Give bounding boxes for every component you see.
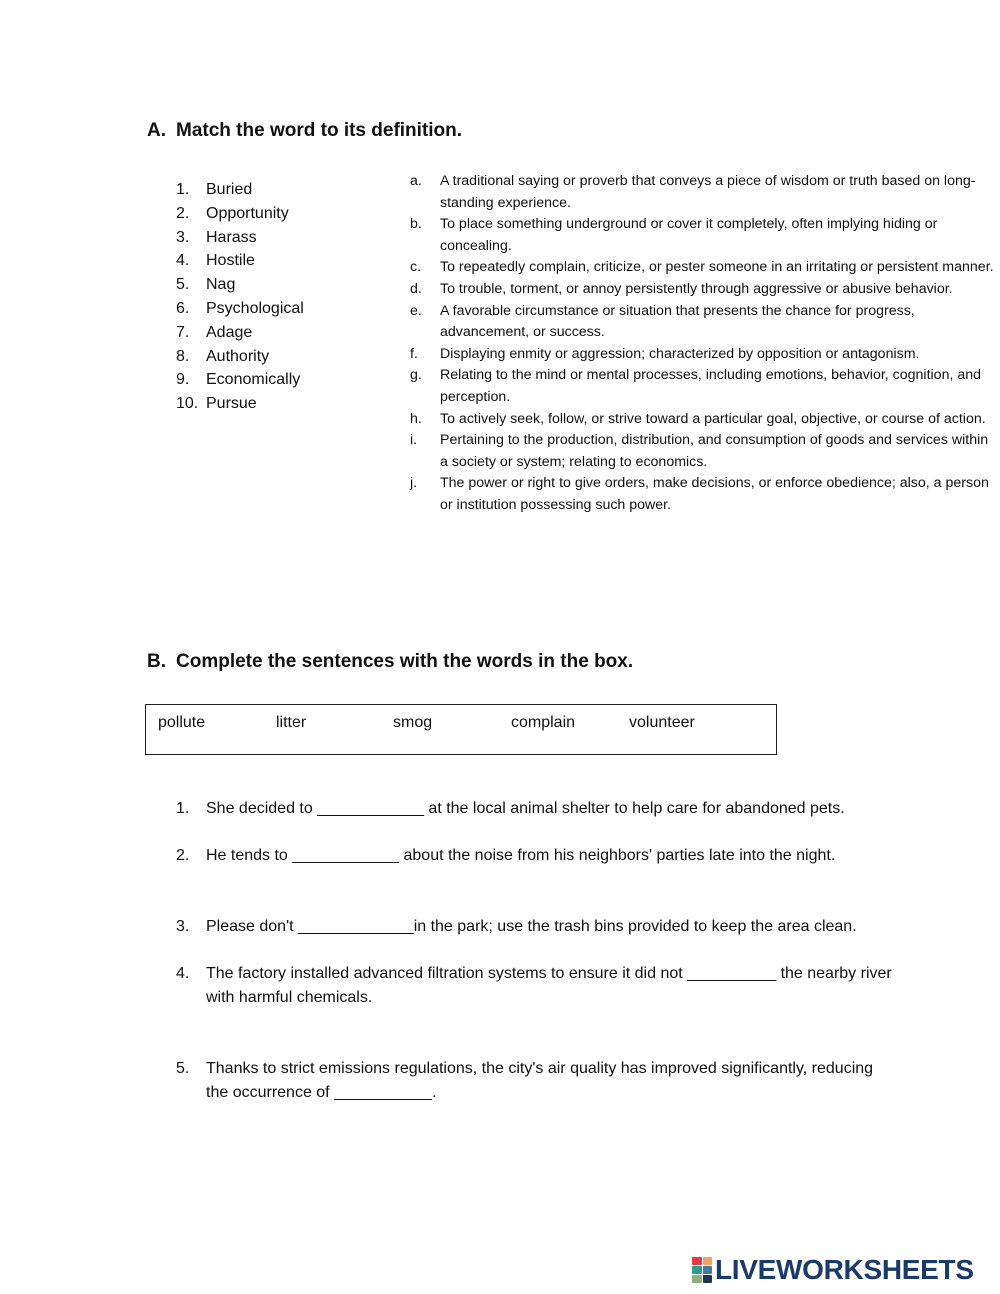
word-text: Authority — [206, 347, 270, 365]
word-item — [176, 178, 386, 202]
definition-letter: b. — [410, 216, 422, 233]
logo-block — [692, 1275, 702, 1283]
definition-text: Relating to the mind or mental processes, including emotions, behavior, cognition, and perception. — [440, 367, 982, 405]
definition-letter: e. — [410, 302, 422, 319]
word-item — [176, 321, 386, 345]
sentence-item — [176, 962, 896, 1010]
definition-letter: d. — [410, 280, 422, 297]
word-text: Adage — [206, 323, 253, 341]
word-bank-item: volunteer — [629, 714, 695, 731]
section-b-title — [147, 651, 633, 673]
definition-letter: g. — [410, 367, 422, 384]
section-a-title — [147, 120, 462, 142]
sentence-item — [176, 915, 896, 939]
section-a-heading: Match the word to its definition. — [176, 120, 463, 141]
logo-block — [692, 1266, 702, 1274]
word-bank-item: pollute — [158, 714, 206, 731]
sentence-number: 4. — [176, 965, 190, 982]
word-item — [176, 368, 386, 392]
definition-text: Pertaining to the production, distribution, and consumption of goods and services within a society or system; relating to economics. — [440, 432, 989, 470]
section-a-letter: A. — [147, 120, 166, 141]
word-number: 3. — [176, 228, 190, 246]
word-bank-item: smog — [393, 714, 433, 731]
definition-text: To actively seek, follow, or strive toward a particular goal, objective, or course of action. — [440, 410, 986, 427]
definition-letter: f. — [410, 345, 418, 362]
word-text: Opportunity — [206, 204, 289, 222]
word-bank-box — [145, 704, 777, 755]
word-number: 5. — [176, 276, 190, 294]
sentence-text: The factory installed advanced filtration systems to ensure it did not __________ the nearby river with harmful chemicals. — [206, 965, 892, 1006]
sentence-text: He tends to ____________ about the noise from his neighbors' parties late into the night. — [206, 847, 836, 864]
word-number: 6. — [176, 299, 190, 317]
definition-letter: a. — [410, 173, 422, 189]
sentence-item — [176, 844, 896, 868]
sentence-number: 1. — [176, 800, 190, 817]
sentence-number: 5. — [176, 1060, 190, 1077]
word-number: 1. — [176, 181, 190, 198]
word-bank-item: litter — [276, 714, 307, 731]
sentence-text: Please don't _____________in the park; use the trash bins provided to keep the area clean. — [206, 918, 857, 935]
definition-item — [410, 365, 995, 408]
word-bank-item: complain — [511, 714, 576, 731]
word-item — [176, 226, 386, 250]
definition-letter: h. — [410, 410, 422, 427]
definition-item — [410, 257, 995, 279]
word-item — [176, 392, 386, 416]
definition-item — [410, 409, 995, 431]
definition-text: A traditional saying or proverb that conveys a piece of wisdom or truth based on long-standing experience. — [440, 173, 976, 211]
sentence-number: 2. — [176, 847, 190, 864]
logo-block — [703, 1257, 713, 1265]
sentence-item — [176, 797, 896, 821]
word-number: 2. — [176, 204, 190, 222]
word-text: Buried — [206, 181, 253, 198]
definition-text: A favorable circumstance or situation that presents the chance for progress, advancement, or success. — [440, 302, 915, 341]
logo-text: LIVEWORKSHEETS — [715, 1254, 974, 1285]
definition-text: To place something underground or cover it completely, often implying hiding or concealing. — [440, 216, 938, 254]
sentence-item — [176, 1057, 896, 1105]
word-text: Economically — [206, 371, 301, 389]
definition-item — [410, 301, 995, 344]
word-item — [176, 202, 386, 226]
word-item — [176, 345, 386, 369]
definition-item — [410, 473, 995, 516]
definition-item — [410, 279, 995, 301]
section-b-letter: B. — [147, 651, 166, 672]
word-item — [176, 273, 386, 297]
word-number: 9. — [176, 371, 190, 389]
definition-item — [410, 214, 995, 257]
word-list — [176, 178, 386, 416]
definition-letter: j. — [410, 475, 418, 492]
definition-text: Displaying enmity or aggression; characterized by opposition or antagonism. — [440, 345, 920, 362]
definition-letter: i. — [410, 432, 418, 449]
section-b-heading: Complete the sentences with the words in the box. — [176, 651, 634, 672]
liveworksheets-logo — [692, 1254, 974, 1286]
definition-item — [410, 430, 995, 473]
definition-text: To repeatedly complain, criticize, or pester someone in an irritating or persistent manner. — [440, 259, 994, 276]
logo-block — [703, 1275, 713, 1283]
definition-text: The power or right to give orders, make decisions, or enforce obedience; also, a person or institution possessing such power. — [440, 475, 989, 513]
logo-blocks-icon — [692, 1257, 712, 1283]
word-text: Harass — [206, 228, 257, 246]
sentence-number: 3. — [176, 918, 190, 935]
definition-item — [410, 344, 995, 366]
word-number: 10. — [176, 395, 199, 413]
sentence-text: She decided to ____________ at the local animal shelter to help care for abandoned pets. — [206, 800, 845, 817]
word-text: Psychological — [206, 299, 304, 317]
word-number: 4. — [176, 252, 190, 270]
word-item — [176, 249, 386, 273]
definition-letter: c. — [410, 259, 422, 276]
logo-block — [692, 1257, 702, 1265]
word-text: Nag — [206, 276, 236, 294]
word-number: 7. — [176, 323, 190, 341]
word-text: Pursue — [206, 395, 257, 413]
word-item — [176, 297, 386, 321]
definition-item — [410, 171, 995, 214]
logo-block — [703, 1266, 713, 1274]
definition-text: To trouble, torment, or annoy persistently through aggressive or abusive behavior. — [440, 280, 953, 297]
sentence-text: Thanks to strict emissions regulations, the city's air quality has improved significantly, reducing the occurrence of ___________. — [206, 1060, 874, 1101]
word-text: Hostile — [206, 252, 255, 270]
word-number: 8. — [176, 347, 190, 365]
definition-list — [410, 171, 995, 517]
